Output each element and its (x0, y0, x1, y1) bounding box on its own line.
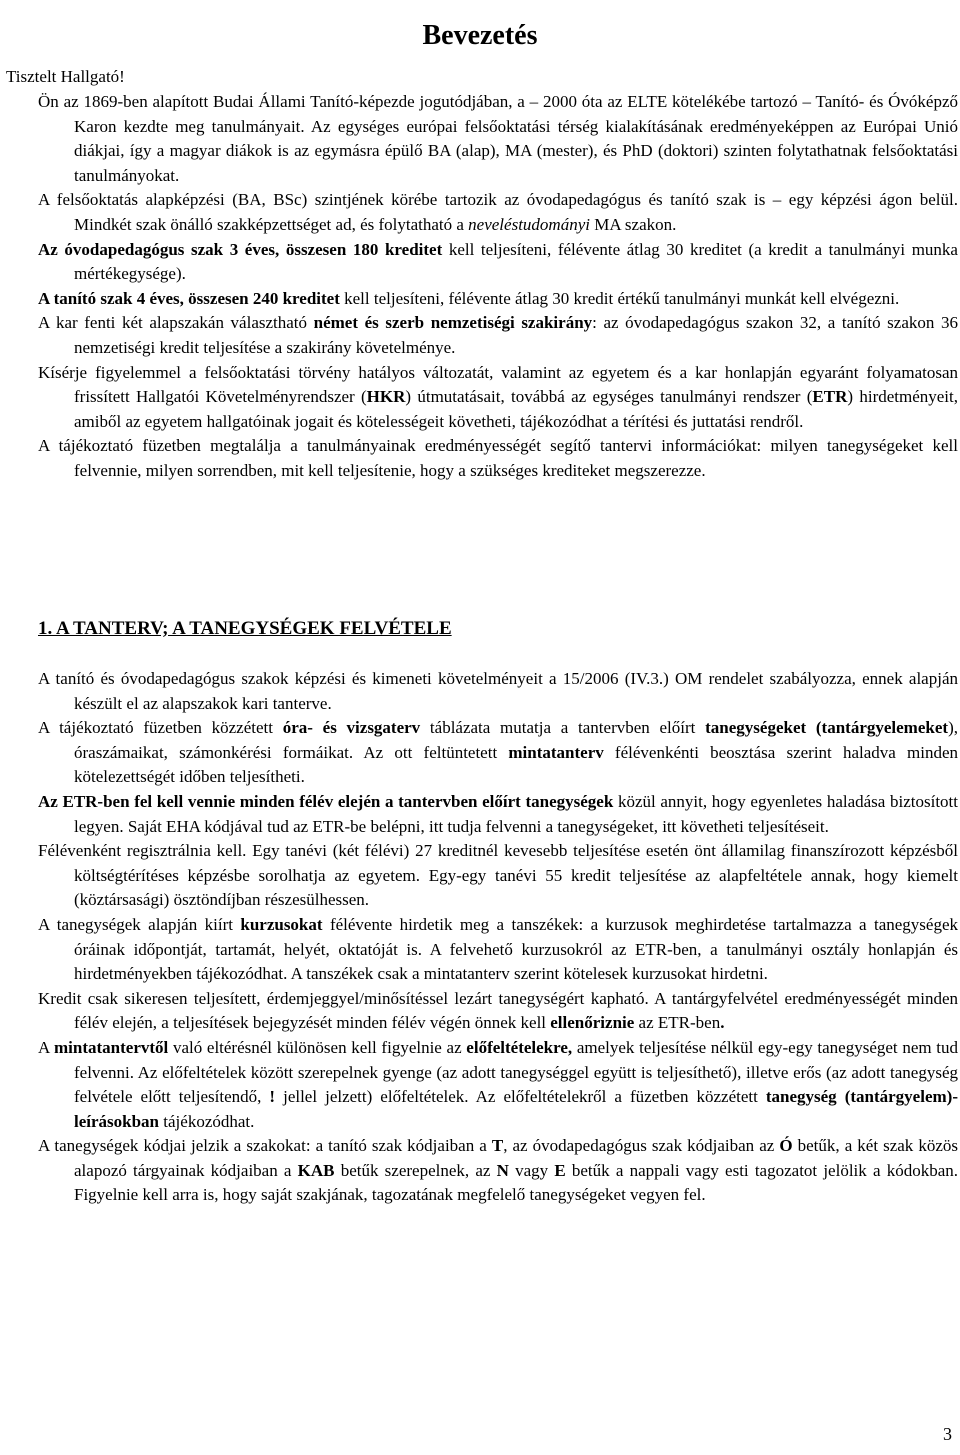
text-run: ) útmutatásait, továbbá az egységes tanulmányi rendszer ( (405, 387, 813, 407)
text-run: az ETR-ben (634, 1013, 721, 1033)
text-run: N (496, 1160, 509, 1180)
text-run: Ó (779, 1136, 793, 1156)
text-run: kell teljesíteni, félévente átlag 30 kreditet (a kredit a tanulmányi munka mértékegysége). (74, 239, 958, 284)
text-run: HKR (366, 387, 406, 407)
para-semester-register (38, 839, 958, 913)
text-run: : az óvodapedagógus szakon 32, a tanító szakon 36 nemzetiségi kredit teljesítése a szakirány követelménye. (74, 313, 958, 357)
para-etr-register (38, 790, 958, 839)
text-run: mintatantervtől (54, 1037, 169, 1057)
text-run: jellel jelzett) előfeltételek. Az előfeltételekről a füzetben közzétett (275, 1087, 766, 1107)
text-run: ) hirdetményeit, amiből az egyetem hallgatóinak jogait és kötelességeit követheti, tájékozódhat a térítési és juttatási rendről. (74, 387, 959, 431)
text-run: MA szakon. (589, 214, 677, 234)
text-run: A kar fenti két alapszakán választható (38, 313, 314, 333)
text-run: tájékozódhat. (159, 1111, 255, 1131)
text-run: német és szerb nemzetiségi szakirány (313, 313, 593, 333)
text-run: előfeltételekre, (466, 1037, 573, 1057)
text-run: óra- és vizsgaterv (282, 718, 421, 738)
page-number: 3 (943, 1424, 952, 1444)
text-run: E (554, 1160, 566, 1180)
text-run: Ön az 1869-ben alapított Budai Állami Tanító-képezde jogutódjában, a – 2000 óta az ELTE kötelékébe tartozó – Tanító- és Óvóképző Karon kezdte meg tanulmányait. Az egységes európai felsőoktatási térség kialakításának eredményeképpen az Európai Unió diákjai, így a magyar diákok is az egymásra épülő BA (alap), MA (mester), és PhD (doktori) szinten folytathatnak felsőoktatási tanulmányokat. (38, 92, 958, 185)
para-codes (38, 1134, 958, 1208)
text-run: ), óraszámaikat, számonkérési formáikat. Az ott feltüntetett (74, 718, 958, 762)
text-run: betűk a nappali vagy esti tagozatot jelölik a kódokban. Figyelnie kell arra is, hogy saját szakjának, tagozatának megfelelő tanegységeket vegyen fel. (74, 1160, 958, 1205)
text-run: kell teljesíteni, félévente átlag 30 kredit értékű tanulmányi munkát kell elvégezni. (339, 288, 900, 308)
text-run: . (720, 1013, 725, 1033)
text-run: amelyek teljesítése nélkül egy-egy tanegységet nem tud felvenni. Az előfeltételek között szerepelnek gyenge (az adott tanegységgel együtt is teljesíthető), illetve erős (az adott tanegység felvétele előtt teljesítendő, (74, 1037, 958, 1107)
text-run: A felsőoktatás alapképzési (BA, BSc) szintjének körébe tartozik az óvodapedagógus és tanító szak is – egy képzési ágon belül. Mindkét szak önálló szakképzettséget ad, és folytatható a (38, 190, 958, 234)
text-run: ellenőriznie (550, 1013, 635, 1033)
text-run: Az óvodapedagógus szak 3 éves, összesen 180 kreditet (38, 239, 443, 259)
text-run: vagy (508, 1160, 555, 1180)
text-run: neveléstudományi (468, 214, 590, 234)
text-run: betűk, a két szak közös alapozó tárgyainak kódjaiban a (74, 1136, 958, 1180)
text-run: betűk szerepelnek, az (334, 1160, 497, 1180)
text-run: közül annyit, hogy egyenletes haladása biztosított legyen. Saját EHA kódjával tud az ETR-be belépni, itt tudja felvenni a tanegységeket, itt követheti teljesítéseit. (74, 791, 959, 836)
text-run: kurzusokat (240, 914, 323, 934)
text-run: , az óvodapedagógus szak kódjaiban az (503, 1136, 780, 1156)
text-run: A tanító és óvodapedagógus szakok képzési és kimeneti követelményeit a 15/2006 (IV.3.) OM rendelet szabályozza, ennek alapján készült el az alapszakok kari tanterve. (38, 669, 958, 713)
text-run: tanegység (tantárgyelem)-leírásokban (74, 1087, 958, 1131)
text-run: Félévenként regisztrálnia kell. Egy tanévi (két félévi) 27 kreditnél kevesebb teljesítése esetén önt államilag finanszírozott képzésből költségtérítéses képzésbe sorolhatja az egyetem. Egy-egy tanévi 55 kredit teljesítése az alapfeltétele annak, hogy kiemelt (köztársasági) ösztöndíjban részesülhessen. (38, 841, 958, 910)
curriculum-section (38, 667, 958, 1208)
text-run: A (38, 1037, 55, 1057)
text-run: A tanegységek alapján kiírt (38, 914, 241, 934)
greeting: Tisztelt Hallgató! (6, 67, 125, 86)
text-run: Kredit csak sikeresen teljesített, érdemjeggyel/minősítéssel lezárt tanegységért kapható. A tantárgyfelvétel eredményességét minden félév elején, a teljesítések bejegyzését minden félév végén önnek kell (38, 988, 958, 1033)
text-run: mintatanterv (508, 742, 604, 762)
para-ovoda-credits (38, 238, 958, 287)
text-run: KAB (297, 1160, 335, 1180)
text-run: A tanegységek kódjai jelzik a szakokat: a tanító szak kódjaiban a (38, 1136, 492, 1156)
text-run: ETR (812, 387, 848, 407)
para-regulation (38, 667, 958, 716)
para-booklet (38, 434, 958, 483)
text-run: A tájékoztató füzetben közzétett (38, 718, 283, 738)
para-tanito-credits (38, 287, 958, 312)
text-run: félévente hirdetik meg a tanszékek: a kurzusok meghirdetése tartalmazza a tanegységek óráinak időpontját, tartamát, helyét, oktatóját is. A felvehető kurzusokról az ETR-ben, a tanulmányi osztály honlapján és hirdetményekben tájékozódhat. A tanszékek csak a mintatanterv szerint kötelesek kurzusokat hirdetni. (74, 914, 958, 984)
para-history (38, 90, 958, 188)
text-run: tanegységeket (tantárgyelemeket (705, 718, 949, 738)
para-ba-level (38, 188, 958, 237)
para-credit (38, 987, 958, 1036)
para-courses (38, 913, 958, 987)
para-law (38, 361, 958, 435)
text-run: Kísérje figyelemmel a felsőoktatási törvény hatályos változatát, valamint az egyetem és a kar honlapján egyaránt folyamatosan frissített Hallgatói Követelményrendszer ( (38, 362, 958, 407)
text-run: A tájékoztató füzetben megtalálja a tanulmányainak eredményességét segítő tantervi információkat: milyen tanegységeket kell felvennie, milyen sorrendben, mit kell teljesítenie, hogy a szükséges krediteket megszerezze. (38, 436, 958, 480)
section-heading: 1. A TANTERV; A TANEGYSÉGEK FELVÉTELE (38, 618, 452, 639)
intro-section (38, 90, 958, 484)
text-run: T (491, 1136, 504, 1156)
text-run: ! (269, 1087, 276, 1107)
text-run: Az ETR-ben fel kell vennie minden félév elején a tantervben előírt tanegységek (38, 791, 614, 811)
text-run: táblázata mutatja a tantervben előírt (420, 718, 706, 738)
text-run: A tanító szak 4 éves, összesen 240 kreditet (38, 288, 340, 308)
text-run: félévenkénti beosztása szerint haladva minden kötelezettségét időben teljesítheti. (74, 742, 958, 787)
para-hour-table (38, 716, 958, 790)
para-nemzetisegi (38, 311, 958, 360)
para-prerequisites (38, 1036, 958, 1134)
text-run: való eltérésnél különösen kell figyelnie az (168, 1037, 467, 1057)
page-title: Bevezetés (422, 19, 538, 51)
